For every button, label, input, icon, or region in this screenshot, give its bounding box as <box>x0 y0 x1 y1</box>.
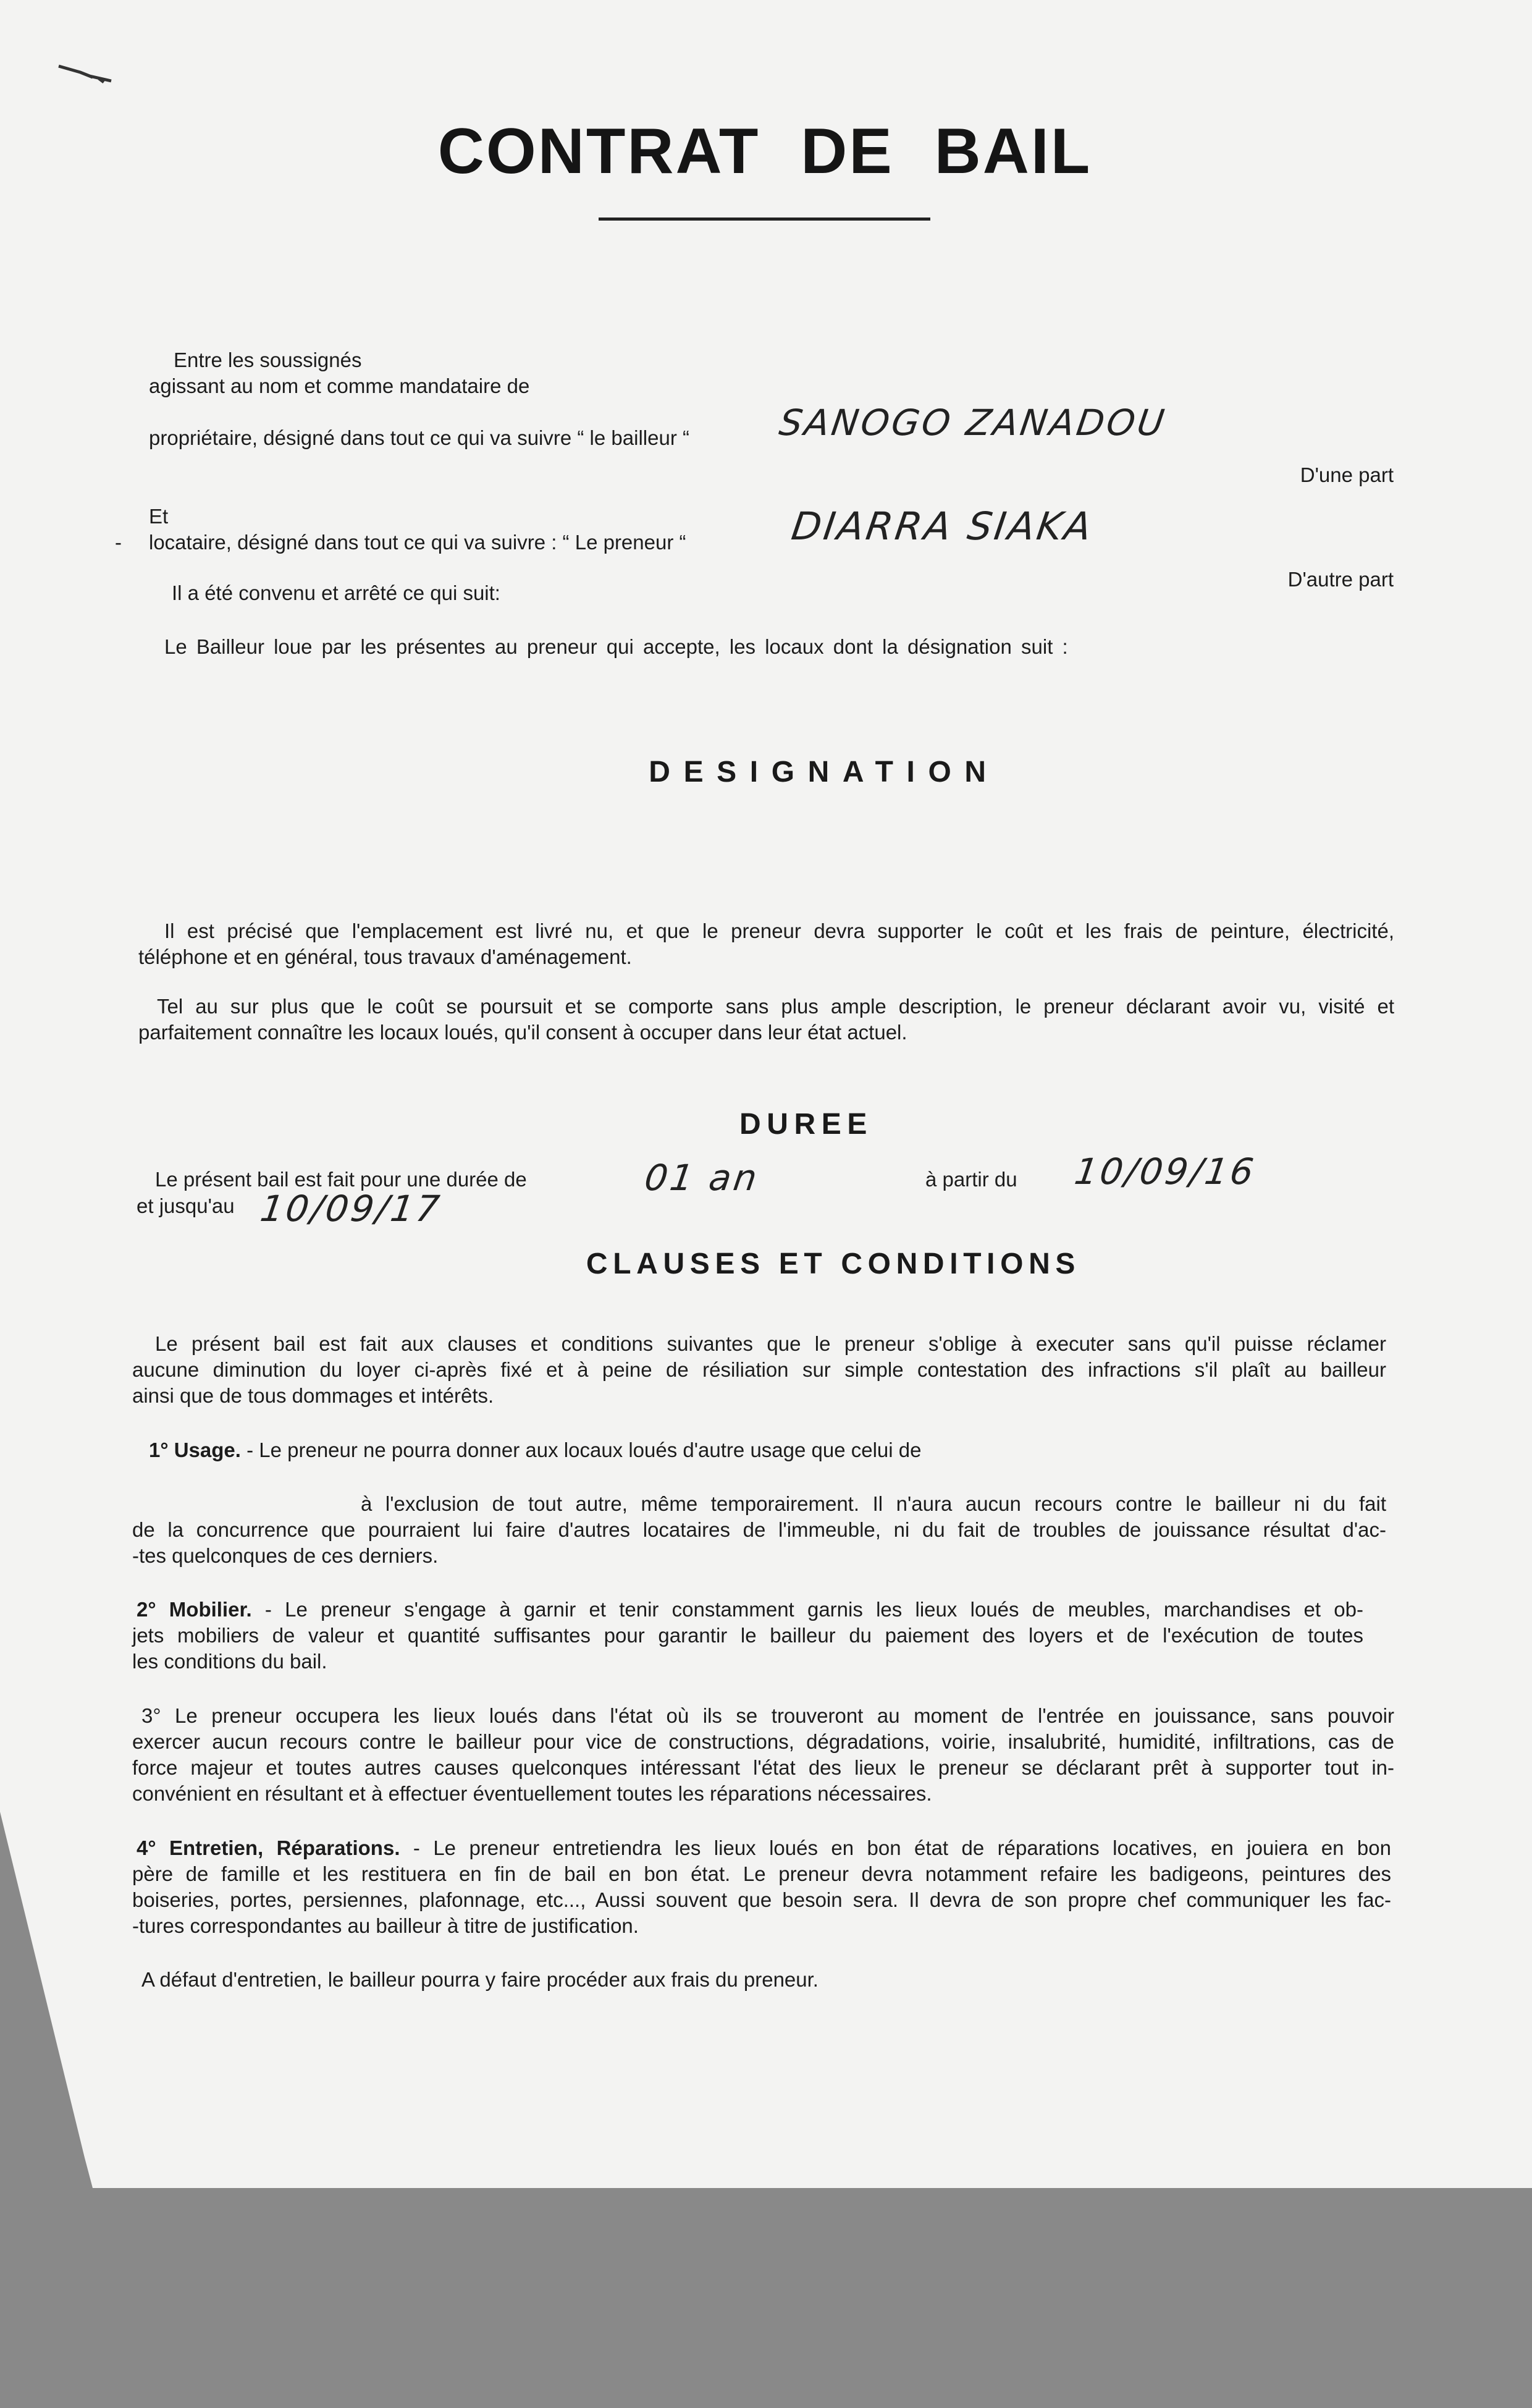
text-line <box>141 1967 1130 1993</box>
clause-usage <box>132 1491 1386 1569</box>
text-line <box>132 1623 1363 1649</box>
line-text: -tures correspondantes au bailleur à titre de justification. <box>132 1914 639 1937</box>
preneur-name-handwritten: DIARRA SIAKA <box>788 504 1096 549</box>
line-text: Tel au sur plus que le coût se poursuit et se comporte sans plus ample description, le preneur déclarant avoir vu, visité et <box>157 995 1394 1018</box>
designation-paragraph-1 <box>138 918 1394 970</box>
text-line <box>132 1703 1394 1729</box>
text-line <box>149 1437 1137 1463</box>
text-line <box>132 1357 1386 1383</box>
text-line <box>132 1755 1394 1781</box>
dash-mark: - <box>115 531 122 554</box>
line-text: exercer aucun recours contre le bailleur pour vice de constructions, dégradations, voirie, insalubrité, humidité, infiltrations, cas de <box>132 1730 1394 1753</box>
clause-etat-des-lieux <box>132 1703 1394 1807</box>
duration-value-handwritten: 01 an <box>642 1157 762 1199</box>
clause-mobilier <box>132 1597 1363 1675</box>
text-line <box>132 1781 1394 1807</box>
line-text: - Le preneur ne pourra donner aux locaux loués d'autre usage que celui de <box>240 1438 922 1461</box>
text-line <box>132 1649 1363 1675</box>
start-date-handwritten: 10/09/16 <box>1072 1151 1259 1193</box>
text-line <box>132 1597 1363 1623</box>
line-text: Il est précisé que l'emplacement est livré nu, et que le preneur devra supporter le coût et les frais de peinture, électricité, <box>164 919 1394 942</box>
text-line <box>132 1543 1386 1569</box>
text-line <box>132 1383 1386 1409</box>
text-line <box>132 1913 1391 1939</box>
text-line <box>138 994 1394 1020</box>
line-text: - Le preneur s'engage à garnir et tenir constamment garnis les lieux loués de meubles, marchandises et ob- <box>251 1598 1363 1621</box>
text-line <box>132 1491 1386 1517</box>
text-line <box>132 1835 1391 1861</box>
line-text: Le présent bail est fait aux clauses et conditions suivantes que le preneur s'oblige à executer sans qu'il puisse réclamer <box>155 1332 1386 1355</box>
line-text: ainsi que de tous dommages et intérêts. <box>132 1384 494 1407</box>
convenu-text: Il a été convenu et arrêté ce qui suit: <box>172 581 500 604</box>
clause-entretien <box>132 1835 1391 1939</box>
autre-part: D'autre part <box>1287 568 1394 591</box>
line-text: parfaitement connaître les locaux loués, qu'il consent à occuper dans leur état actuel. <box>138 1021 907 1044</box>
locataire-label: locataire, désigné dans tout ce qui va suivre : “ Le preneur “ <box>149 531 686 554</box>
title-underline <box>599 218 930 221</box>
line-text: les conditions du bail. <box>132 1650 327 1673</box>
line-text: de la concurrence que pourraient lui faire d'autres locataires de l'immeuble, ni du fait de troubles de jouissance résultat d'ac- <box>132 1518 1386 1541</box>
proprietaire-label: propriétaire, désigné dans tout ce qui va suivre “ le bailleur “ <box>149 426 689 449</box>
et-label: Et <box>149 505 169 528</box>
une-part: D'une part <box>1300 463 1394 486</box>
text-line <box>138 944 1394 970</box>
text-line <box>132 1331 1386 1357</box>
clause-defaut <box>141 1967 1130 1993</box>
line-text: -tes quelconques de ces derniers. <box>132 1544 439 1567</box>
scan-background <box>0 2188 1532 2408</box>
text-line <box>132 1887 1391 1913</box>
clause-usage-heading <box>149 1437 1137 1463</box>
clause-title: 4° Entretien, Réparations. <box>137 1836 400 1859</box>
text-line <box>132 1517 1386 1543</box>
end-date-handwritten: 10/09/17 <box>258 1188 445 1230</box>
line-text: père de famille et les restituera en fin de bail en bon état. Le preneur devra notamment refaire les badigeons, peintures des <box>132 1862 1391 1885</box>
designation-paragraph-2 <box>138 994 1394 1046</box>
line-text: téléphone et en général, tous travaux d'aménagement. <box>138 945 632 968</box>
designation-heading: DESIGNATION <box>649 756 1000 788</box>
text-line <box>138 918 1394 944</box>
line-text: jets mobiliers de valeur et quantité suffisantes pour garantir le bailleur du paiement des loyers et de l'exécution de toutes <box>132 1624 1363 1647</box>
agissant-text: agissant au nom et comme mandataire de <box>149 374 530 397</box>
clause-title: 1° Usage. <box>149 1438 241 1461</box>
torn-corner <box>0 0 124 2408</box>
duration-label: Le présent bail est fait pour une durée de <box>155 1168 527 1191</box>
duree-heading: DUREE <box>739 1108 873 1141</box>
clause-title: 2° Mobilier. <box>137 1598 252 1621</box>
start-label: à partir du <box>925 1168 1017 1191</box>
entre-soussignes: Entre les soussignés <box>174 349 362 371</box>
end-label: et jusqu'au <box>137 1194 235 1217</box>
text-line <box>132 1861 1391 1887</box>
bailleur-loue-text: Le Bailleur loue par les présentes au preneur qui accepte, les locaux dont la désignation suit : <box>164 635 1068 658</box>
text-line <box>132 1729 1394 1755</box>
line-text: force majeur et toutes autres causes quelconques intéressant l'état des lieux le preneur se déclarant prêt à supporter tout in- <box>132 1756 1394 1779</box>
text-line <box>138 1020 1394 1046</box>
clauses-heading: CLAUSES ET CONDITIONS <box>586 1248 1081 1280</box>
bailleur-name-handwritten: SANOGO ZANADOU <box>777 402 1169 444</box>
line-text: A défaut d'entretien, le bailleur pourra y faire procéder aux frais du preneur. <box>141 1968 819 1991</box>
clauses-intro <box>132 1331 1386 1409</box>
line-text: - Le preneur entretiendra les lieux loués en bon état de réparations locatives, en jouiera en bon <box>400 1836 1391 1859</box>
document-title: CONTRAT DE BAIL <box>437 116 1092 187</box>
line-text: 3° Le preneur occupera les lieux loués dans l'état où ils se trouveront au moment de l'entrée en jouissance, sans pouvoir <box>141 1704 1394 1727</box>
line-text: boiseries, portes, persiennes, plafonnage, etc..., Aussi souvent que besoin sera. Il devra de son propre chef communiquer les fac- <box>132 1888 1391 1911</box>
line-text: aucune diminution du loyer ci-après fixé et à peine de résiliation sur simple contestation des infractions s'il plaît au bailleur <box>132 1358 1386 1381</box>
line-text: convénient en résultant et à effectuer éventuellement toutes les réparations nécessaires. <box>132 1782 932 1805</box>
line-text: à l'exclusion de tout autre, même temporairement. Il n'aura aucun recours contre le bailleur ni du fait <box>361 1492 1386 1515</box>
